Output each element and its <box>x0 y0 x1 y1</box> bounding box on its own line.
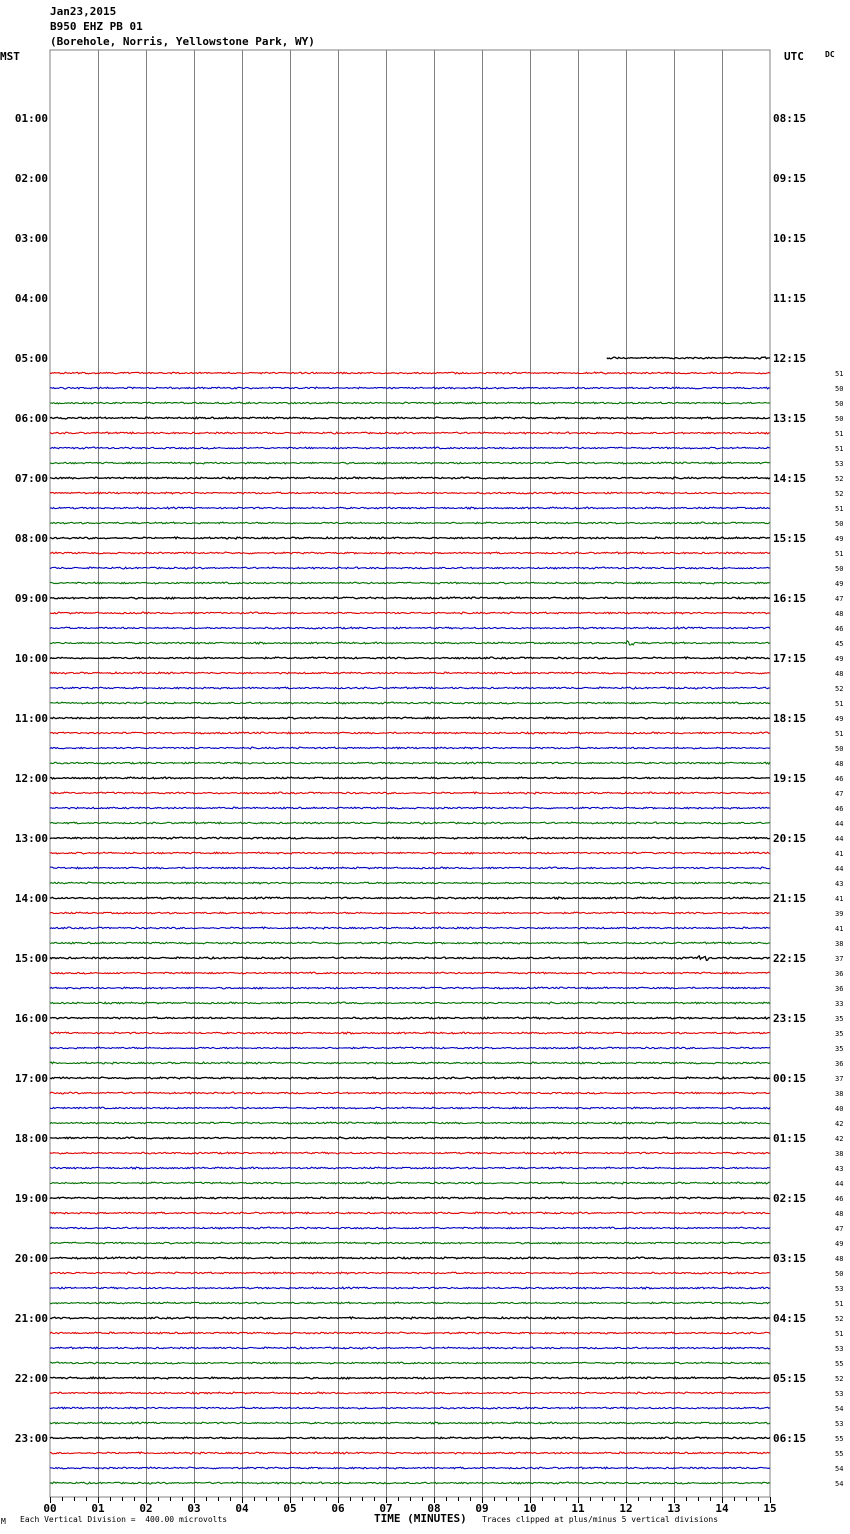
row-value-label: 54 <box>835 1465 844 1473</box>
seismic-trace <box>50 1122 770 1124</box>
seismic-trace <box>50 687 770 689</box>
seismic-trace <box>50 1377 770 1379</box>
row-value-label: 45 <box>835 640 844 648</box>
row-value-label: 37 <box>835 955 844 963</box>
scale-note: Each Vertical Division = 400.00 microvolts <box>20 1515 228 1524</box>
row-value-label: 46 <box>835 805 844 813</box>
seismic-trace <box>50 1002 770 1004</box>
row-value-label: 43 <box>835 1165 844 1173</box>
seismic-trace <box>50 537 770 539</box>
x-tick-label: 14 <box>715 1502 729 1515</box>
seismic-trace <box>50 852 770 854</box>
row-value-label: 52 <box>835 1315 844 1323</box>
seismic-trace <box>50 1212 770 1214</box>
seismic-trace <box>50 1167 770 1169</box>
utc-hour-label: 00:15 <box>773 1072 807 1085</box>
seismic-trace <box>50 1197 770 1199</box>
row-value-label: 48 <box>835 1210 844 1218</box>
utc-hour-label: 21:15 <box>773 892 807 905</box>
plot-frame <box>50 50 770 1497</box>
row-value-label: 50 <box>835 415 844 423</box>
seismic-trace <box>50 672 770 674</box>
row-value-label: 39 <box>835 910 844 918</box>
row-value-label: 51 <box>835 1330 844 1338</box>
seismic-trace <box>50 1272 770 1274</box>
mst-hour-label: 21:00 <box>14 1312 48 1325</box>
seismic-trace <box>50 777 770 779</box>
seismic-trace <box>50 1437 770 1439</box>
row-value-label: 36 <box>835 985 844 993</box>
row-value-label: 53 <box>835 1420 844 1428</box>
row-value-label: 42 <box>835 1120 844 1128</box>
x-tick-label: 01 <box>91 1502 105 1515</box>
row-value-label: 40 <box>835 1105 844 1113</box>
seismic-trace <box>50 612 770 614</box>
seismic-trace <box>50 1107 770 1109</box>
row-value-label: 51 <box>835 700 844 708</box>
row-value-label: 51 <box>835 445 844 453</box>
mst-axis-label: MST <box>0 50 20 63</box>
x-tick-label: 00 <box>43 1502 57 1515</box>
utc-hour-label: 03:15 <box>773 1252 807 1265</box>
mst-hour-label: 13:00 <box>14 832 48 845</box>
utc-hour-label: 08:15 <box>773 112 807 125</box>
seismic-trace <box>50 956 770 960</box>
utc-hour-label: 20:15 <box>773 832 807 845</box>
seismic-trace <box>50 462 770 464</box>
seismic-trace <box>50 447 770 449</box>
row-value-label: 38 <box>835 1090 844 1098</box>
utc-axis-label: UTC <box>784 50 804 63</box>
row-value-label: 46 <box>835 625 844 633</box>
seismic-trace <box>50 882 770 884</box>
mst-hour-label: 15:00 <box>14 952 48 965</box>
utc-hour-label: 23:15 <box>773 1012 807 1025</box>
seismic-trace <box>50 1257 770 1259</box>
seismic-trace <box>50 627 770 629</box>
seismic-trace <box>50 867 770 869</box>
mst-hour-label: 09:00 <box>14 592 48 605</box>
seismic-trace <box>50 657 770 659</box>
row-value-label: 53 <box>835 1390 844 1398</box>
utc-hour-label: 22:15 <box>773 952 807 965</box>
mst-hour-label: 06:00 <box>14 412 48 425</box>
seismic-trace <box>50 1407 770 1409</box>
seismic-trace <box>50 747 770 749</box>
seismic-trace <box>50 912 770 914</box>
mst-hour-label: 19:00 <box>14 1192 48 1205</box>
seismic-trace <box>50 1032 770 1034</box>
x-tick-label: 07 <box>379 1502 393 1515</box>
row-value-label: 38 <box>835 940 844 948</box>
seismic-trace <box>50 1137 770 1139</box>
header-station: B950 EHZ PB 01 <box>50 20 143 33</box>
mst-hour-label: 17:00 <box>14 1072 48 1085</box>
dc-label: DC <box>825 50 835 59</box>
clip-note: Traces clipped at plus/minus 5 vertical divisions <box>482 1515 719 1524</box>
row-value-label: 55 <box>835 1435 844 1443</box>
utc-hour-label: 10:15 <box>773 232 807 245</box>
row-value-label: 51 <box>835 1300 844 1308</box>
row-value-label: 48 <box>835 610 844 618</box>
seismic-trace <box>50 1422 770 1424</box>
seismic-trace <box>50 1047 770 1049</box>
seismic-trace <box>50 492 770 494</box>
seismic-trace <box>50 1302 770 1304</box>
x-tick-label: 03 <box>187 1502 201 1515</box>
x-tick-label: 05 <box>283 1502 297 1515</box>
row-value-label: 47 <box>835 1225 844 1233</box>
seismic-trace <box>50 822 770 824</box>
seismic-trace <box>50 582 770 584</box>
row-value-label: 46 <box>835 775 844 783</box>
seismic-trace <box>50 507 770 509</box>
row-value-label: 37 <box>835 1075 844 1083</box>
row-value-label: 44 <box>835 820 844 828</box>
seismic-trace <box>50 702 770 704</box>
seismic-trace <box>50 942 770 944</box>
mst-hour-label: 10:00 <box>14 652 48 665</box>
mst-hour-label: 01:00 <box>14 112 48 125</box>
row-value-label: 53 <box>835 460 844 468</box>
mst-hour-label: 20:00 <box>14 1252 48 1265</box>
row-value-label: 49 <box>835 655 844 663</box>
seismic-trace <box>50 1362 770 1364</box>
row-value-label: 50 <box>835 1270 844 1278</box>
row-value-label: 53 <box>835 1285 844 1293</box>
seismic-trace <box>50 1077 770 1079</box>
mst-hour-label: 05:00 <box>14 352 48 365</box>
seismic-trace <box>50 732 770 734</box>
x-tick-label: 12 <box>619 1502 633 1515</box>
row-value-label: 43 <box>835 880 844 888</box>
row-value-label: 54 <box>835 1480 844 1488</box>
utc-hour-label: 06:15 <box>773 1432 807 1445</box>
mst-hour-label: 14:00 <box>14 892 48 905</box>
row-value-label: 36 <box>835 1060 844 1068</box>
mst-hour-label: 07:00 <box>14 472 48 485</box>
mst-hour-label: 23:00 <box>14 1432 48 1445</box>
utc-hour-label: 01:15 <box>773 1132 807 1145</box>
utc-hour-label: 04:15 <box>773 1312 807 1325</box>
row-value-label: 49 <box>835 580 844 588</box>
seismic-trace <box>50 641 770 645</box>
utc-hour-label: 16:15 <box>773 592 807 605</box>
utc-hour-label: 11:15 <box>773 292 807 305</box>
seismic-trace <box>50 762 770 764</box>
seismic-trace <box>607 357 770 359</box>
row-value-label: 52 <box>835 475 844 483</box>
mst-hour-label: 12:00 <box>14 772 48 785</box>
utc-hour-label: 17:15 <box>773 652 807 665</box>
row-value-label: 55 <box>835 1450 844 1458</box>
seismic-trace <box>50 432 770 434</box>
seismic-trace <box>50 522 770 524</box>
row-value-label: 47 <box>835 595 844 603</box>
mst-hour-label: 02:00 <box>14 172 48 185</box>
seismic-trace <box>50 972 770 974</box>
utc-hour-label: 18:15 <box>773 712 807 725</box>
row-value-label: 38 <box>835 1150 844 1158</box>
mst-hour-label: 11:00 <box>14 712 48 725</box>
row-value-label: 44 <box>835 835 844 843</box>
seismic-trace <box>50 1347 770 1349</box>
row-value-label: 35 <box>835 1015 844 1023</box>
seismic-trace <box>50 597 770 599</box>
row-value-label: 50 <box>835 565 844 573</box>
seismic-trace <box>50 1452 770 1454</box>
row-value-label: 55 <box>835 1360 844 1368</box>
utc-hour-label: 09:15 <box>773 172 807 185</box>
row-value-label: 52 <box>835 685 844 693</box>
seismic-trace <box>50 1482 770 1484</box>
row-value-label: 49 <box>835 1240 844 1248</box>
x-tick-label: 06 <box>331 1502 345 1515</box>
row-value-label: 41 <box>835 850 844 858</box>
x-tick-label: 09 <box>475 1502 489 1515</box>
utc-hour-label: 19:15 <box>773 772 807 785</box>
seismic-trace <box>50 987 770 989</box>
x-tick-label: 10 <box>523 1502 537 1515</box>
header-location: (Borehole, Norris, Yellowstone Park, WY) <box>50 35 315 48</box>
seismic-trace <box>50 1242 770 1244</box>
row-value-label: 51 <box>835 505 844 513</box>
row-value-label: 48 <box>835 760 844 768</box>
utc-hour-label: 12:15 <box>773 352 807 365</box>
seismic-trace <box>50 417 770 419</box>
row-value-label: 50 <box>835 385 844 393</box>
row-value-label: 53 <box>835 1345 844 1353</box>
footer-mark: M <box>1 1517 6 1526</box>
row-value-label: 52 <box>835 1375 844 1383</box>
row-value-label: 50 <box>835 400 844 408</box>
seismic-trace <box>50 387 770 389</box>
seismic-trace <box>50 717 770 719</box>
seismic-trace <box>50 402 770 404</box>
x-tick-label: 11 <box>571 1502 585 1515</box>
row-value-label: 51 <box>835 550 844 558</box>
row-value-label: 35 <box>835 1030 844 1038</box>
seismic-trace <box>50 1287 770 1289</box>
seismic-trace <box>50 1392 770 1394</box>
mst-hour-label: 04:00 <box>14 292 48 305</box>
seismic-trace <box>50 372 770 374</box>
seismic-trace <box>50 1467 770 1469</box>
row-value-label: 47 <box>835 790 844 798</box>
row-value-label: 41 <box>835 895 844 903</box>
x-tick-label: 02 <box>139 1502 153 1515</box>
seismic-trace <box>50 807 770 809</box>
mst-hour-label: 16:00 <box>14 1012 48 1025</box>
utc-hour-label: 05:15 <box>773 1372 807 1385</box>
seismic-trace <box>50 552 770 554</box>
seismic-trace <box>50 897 770 899</box>
row-value-label: 51 <box>835 730 844 738</box>
row-value-label: 48 <box>835 670 844 678</box>
seismic-trace <box>50 1092 770 1094</box>
seismic-trace <box>50 837 770 839</box>
row-value-label: 44 <box>835 865 844 873</box>
row-value-label: 46 <box>835 1195 844 1203</box>
row-value-label: 49 <box>835 535 844 543</box>
mst-hour-label: 22:00 <box>14 1372 48 1385</box>
mst-hour-label: 18:00 <box>14 1132 48 1145</box>
row-value-label: 44 <box>835 1180 844 1188</box>
row-value-label: 49 <box>835 715 844 723</box>
seismic-trace <box>50 567 770 569</box>
row-value-label: 54 <box>835 1405 844 1413</box>
seismic-trace <box>50 792 770 794</box>
row-value-label: 35 <box>835 1045 844 1053</box>
x-tick-label: 13 <box>667 1502 681 1515</box>
row-value-label: 52 <box>835 490 844 498</box>
utc-hour-label: 13:15 <box>773 412 807 425</box>
seismic-trace <box>50 1317 770 1319</box>
seismic-trace <box>50 477 770 479</box>
utc-hour-label: 14:15 <box>773 472 807 485</box>
header-date: Jan23,2015 <box>50 5 117 18</box>
seismic-trace <box>50 927 770 929</box>
utc-hour-label: 15:15 <box>773 532 807 545</box>
seismic-trace <box>50 1332 770 1334</box>
row-value-label: 48 <box>835 1255 844 1263</box>
row-value-label: 36 <box>835 970 844 978</box>
row-value-label: 42 <box>835 1135 844 1143</box>
row-value-label: 51 <box>835 370 844 378</box>
row-value-label: 33 <box>835 1000 844 1008</box>
row-value-label: 50 <box>835 745 844 753</box>
x-tick-label: 15 <box>763 1502 777 1515</box>
x-tick-label: 08 <box>427 1502 441 1515</box>
mst-hour-label: 08:00 <box>14 532 48 545</box>
x-tick-label: 04 <box>235 1502 249 1515</box>
mst-hour-label: 03:00 <box>14 232 48 245</box>
row-value-label: 50 <box>835 520 844 528</box>
seismic-trace <box>50 1227 770 1229</box>
row-value-label: 41 <box>835 925 844 933</box>
seismic-trace <box>50 1152 770 1154</box>
seismic-trace <box>50 1017 770 1019</box>
utc-hour-label: 02:15 <box>773 1192 807 1205</box>
x-axis-title: TIME (MINUTES) <box>374 1512 467 1525</box>
row-value-label: 51 <box>835 430 844 438</box>
seismic-trace <box>50 1062 770 1064</box>
seismic-trace <box>50 1182 770 1184</box>
